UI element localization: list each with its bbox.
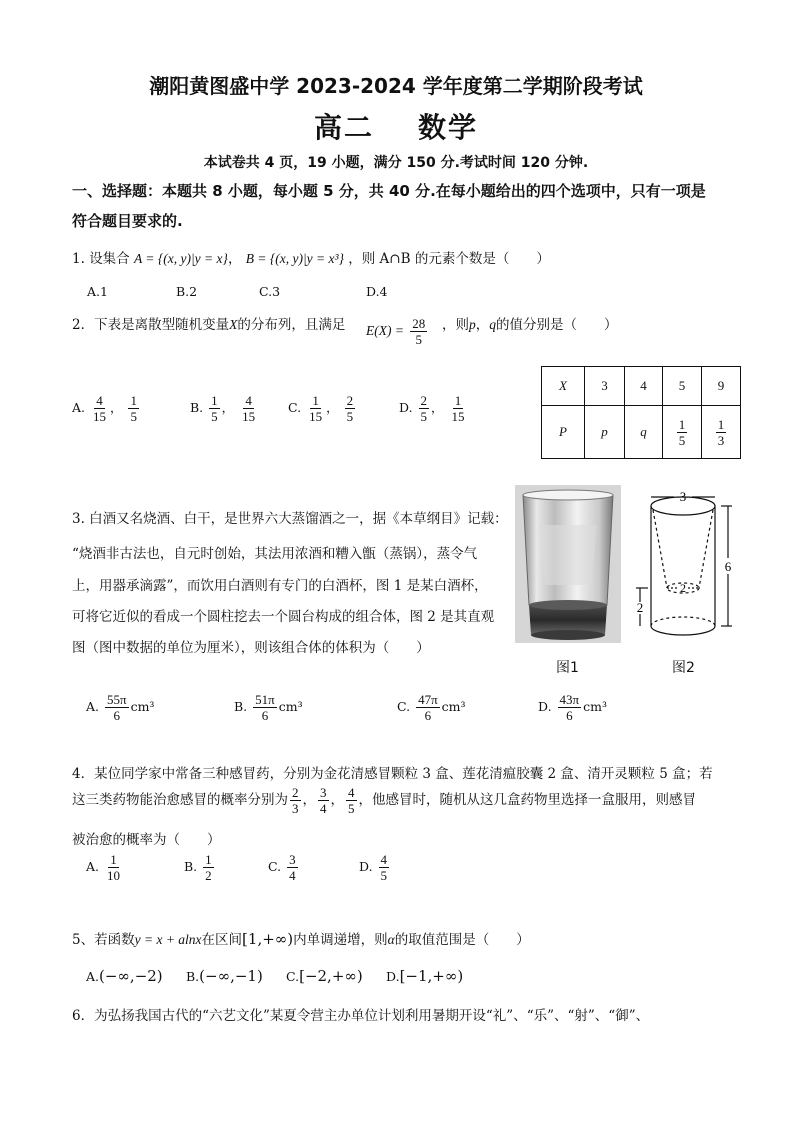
table-f1-den: 5 <box>678 432 686 448</box>
q1-pre: 设集合 <box>89 251 130 267</box>
q2-a-letter: A. <box>72 400 86 415</box>
q4-a-den: 10 <box>107 868 120 883</box>
cylinder-diagram <box>628 488 740 643</box>
q5-alpha: α <box>387 932 395 947</box>
q3-b-letter: B. <box>234 699 248 714</box>
q2-d-num1: 2 <box>420 393 428 408</box>
q2-b-den1: 5 <box>211 409 218 424</box>
q3-d-den: 6 <box>566 708 573 723</box>
q4-c-num: 3 <box>289 852 296 867</box>
q3-a-den: 6 <box>113 708 121 723</box>
table-x-4: 4 <box>625 367 663 406</box>
q2-a-den1: 15 <box>93 409 106 424</box>
table-x-9: 9 <box>702 367 741 406</box>
q2-a-num2: 1 <box>130 393 137 408</box>
q4-b-letter: B. <box>184 859 198 874</box>
q5-d-letter: D. <box>386 969 400 984</box>
q3-b-num: 51π <box>255 692 275 707</box>
subject-label: 数学 <box>418 111 479 144</box>
q2-p: p <box>469 317 476 332</box>
q1-number: 1. <box>72 251 85 267</box>
q5-option-b <box>186 967 263 985</box>
q2-b-num1: 1 <box>211 393 218 408</box>
q2-c-den1: 15 <box>309 409 323 424</box>
q2-d-num2: 1 <box>454 393 462 408</box>
table-head-p: P <box>542 406 585 459</box>
q2-expect-frac <box>410 316 427 347</box>
shot-glass-photo <box>515 485 621 643</box>
figure-2-label: 图2 <box>672 660 695 676</box>
table-x-3: 3 <box>585 367 625 406</box>
q2-c-num1: 1 <box>312 393 319 408</box>
q3-a-num: 55π <box>107 692 127 707</box>
q4-f2-den: 4 <box>320 801 327 816</box>
q3-line-1: 3. 白酒又名烧酒、白干，是世界六大蒸馏酒之一，据《本草纲目》记载： <box>72 511 508 527</box>
figure-1-label: 图1 <box>556 660 579 676</box>
dim-top: 3 <box>679 489 687 504</box>
q1-sep: ， <box>227 251 242 267</box>
q2-expect-num: 28 <box>412 316 426 331</box>
table-q: q <box>625 406 663 459</box>
q3-line-5: 图（图中数据的单位为厘米），则该组合体的体积为（ ） <box>72 640 430 656</box>
q4-b-den: 2 <box>205 868 212 883</box>
table-f2-den: 3 <box>717 432 725 448</box>
table-f1-num: 1 <box>678 416 686 432</box>
q4-line-3: 被治愈的概率为（ ） <box>72 832 221 848</box>
q4-option-d <box>359 852 391 883</box>
q3-option-d <box>538 692 607 723</box>
q2-text4: 的值分别是（ ） <box>496 317 618 333</box>
q1-set-b: B = {(x, y)|y = x³} <box>245 251 344 266</box>
exam-info: 本试卷共 4 页，19 小题，满分 150 分.考试时间 120 分钟. <box>203 155 589 171</box>
q2-a-num1: 4 <box>96 393 103 408</box>
q2-comma: ， <box>475 317 490 333</box>
section-heading-line2: 符合题目要求的. <box>72 212 183 230</box>
q4-f2-num: 3 <box>320 785 327 800</box>
q3-option-b <box>234 692 303 723</box>
q2-tail <box>442 313 618 333</box>
q3-d-unit: cm³ <box>583 699 607 714</box>
q2-c-letter: C. <box>288 400 302 415</box>
dim-height: 6 <box>724 559 732 574</box>
q4-line2-pre: 这三类药物能治愈感冒的概率分别为 <box>72 792 288 808</box>
q3-option-c <box>397 692 466 723</box>
q5-option-d <box>386 967 463 985</box>
q3-b-unit: cm³ <box>278 699 303 714</box>
q2-b-den2: 15 <box>242 409 256 424</box>
q1-post: ，则 A∩B 的元素个数是（ ） <box>348 251 550 267</box>
q4-c-letter: C. <box>268 859 282 874</box>
q2-c-den2: 5 <box>346 409 354 424</box>
table-frac-1 <box>663 406 702 459</box>
q3-a-unit: cm³ <box>130 699 155 714</box>
q2-b-letter: B. <box>190 400 204 415</box>
q5-a-val: (−∞,−2) <box>99 967 163 985</box>
q5-c-val: [−2,+∞) <box>299 967 363 985</box>
q2-b-num2: 4 <box>245 393 252 408</box>
table-frac-2 <box>702 406 741 459</box>
question-5 <box>72 928 530 948</box>
q4-d-num: 4 <box>380 852 388 867</box>
q3-d-letter: D. <box>538 699 552 714</box>
q2-c-num2: 2 <box>346 393 354 408</box>
table-f2-num: 1 <box>717 416 725 432</box>
q2-text3: ，则 <box>442 317 469 333</box>
q4-f1-den: 3 <box>292 801 299 816</box>
q4-d-letter: D. <box>359 859 373 874</box>
q2-option-b: B. $\frac{1}{5}$ ， $\frac{4}{15}$ <box>190 393 256 424</box>
q1-option-a: A.1 <box>87 284 108 299</box>
q3-b-den: 6 <box>261 708 269 723</box>
q2-option-c: C. $\frac{1}{15}$ ， $\frac{2}{5}$ <box>288 393 354 424</box>
q5-a-letter: A. <box>86 969 100 984</box>
q2-option-d: D. $\frac{2}{5}$ ， $\frac{1}{15}$ <box>399 393 465 424</box>
q3-d-num: 43π <box>559 692 580 707</box>
q4-f3-den: 5 <box>348 801 355 816</box>
q3-c-unit: cm³ <box>441 699 466 714</box>
exam-title: 潮阳黄图盛中学 2023-2024 学年度第二学期阶段考试 <box>149 74 643 98</box>
q5-mid2: 内单调递增，则 <box>293 932 388 948</box>
q5-func: y = x + alnx <box>134 932 202 947</box>
grade-label: 高二 <box>313 111 374 144</box>
dim-left: 2 <box>636 600 644 615</box>
section-heading-line1: 一、选择题：本题共 8 小题，每小题 5 分，共 40 分.在每小题给出的四个选项中，只有一项是 <box>72 182 706 200</box>
q4-a-letter: A. <box>86 859 100 874</box>
q3-a-letter: A. <box>86 699 100 714</box>
q1-option-b: B.2 <box>176 284 198 299</box>
q2-var: X <box>229 317 238 332</box>
q5-b-letter: B. <box>186 969 200 984</box>
q2-q: q <box>489 317 496 332</box>
q2-option-a: A. $\frac{4}{15}$ ， $\frac{1}{5}$ <box>72 393 137 424</box>
q2-expect-den: 5 <box>415 332 423 347</box>
q5-c-letter: C. <box>286 969 300 984</box>
q5-b-val: (−∞,−1) <box>199 967 263 985</box>
q5-option-c <box>286 967 363 985</box>
q5-mid: 在区间 <box>201 932 243 948</box>
q4-f1-num: 2 <box>292 785 299 800</box>
question-1 <box>72 247 550 267</box>
q3-c-den: 6 <box>424 708 432 723</box>
q2-expectation <box>366 316 429 347</box>
q5-pre: 5、若函数 <box>72 932 135 948</box>
q4-b-num: 1 <box>205 852 212 867</box>
table-x-5: 5 <box>663 367 702 406</box>
q5-d-val: [−1,+∞) <box>399 967 464 985</box>
q4-option-c <box>268 852 300 883</box>
q4-option-b <box>184 852 216 883</box>
q2-d-letter: D. <box>399 400 413 415</box>
q3-line-4: 可将它近似的看成一个圆柱挖去一个圆台构成的组合体，图 2 是其直观 <box>72 609 495 625</box>
q3-line-3: 上，用器承滴露”，而饮用白酒则有专门的白酒杯，图 1 是某白酒杯， <box>72 578 488 594</box>
q3-c-letter: C. <box>397 699 411 714</box>
q5-interval: [1,+∞) <box>242 930 294 948</box>
dim-bottom: 2 <box>680 581 686 595</box>
q2-a-den2: 5 <box>130 409 137 424</box>
q4-a-num: 1 <box>110 852 117 867</box>
q4-d-den: 5 <box>380 868 388 883</box>
q5-post: 的取值范围是（ ） <box>394 932 530 948</box>
q2-expect-lhs: E(X) = <box>366 323 404 338</box>
distribution-table <box>541 366 741 459</box>
question-2 <box>72 313 345 333</box>
table-head-x: X <box>542 367 585 406</box>
q1-option-d: D.4 <box>366 284 388 299</box>
q4-line2-post: ，他感冒时，随机从这几盒药物里选择一盒服用，则感冒 <box>358 792 696 808</box>
q2-d-den1: 5 <box>420 409 428 424</box>
q3-c-num: 47π <box>418 692 438 707</box>
q1-option-c: C.3 <box>259 284 281 299</box>
q4-option-a <box>86 852 124 883</box>
q3-line-2: “烧酒非古法也，自元时创始，其法用浓酒和糟入甑（蒸锅），蒸令气 <box>72 546 478 562</box>
q4-c-den: 4 <box>289 868 296 883</box>
subject-heading <box>0 106 792 146</box>
q5-option-a <box>86 967 163 985</box>
table-p: p <box>585 406 625 459</box>
q6-line-1: 6．为弘扬我国古代的“六艺文化”某夏令营主办单位计划利用暑期开设“礼”、“乐”、“射”、“御”、 <box>72 1008 650 1024</box>
q2-text2: 的分布列，且满足 <box>237 317 346 333</box>
q2-text: 2．下表是离散型随机变量 <box>72 317 230 333</box>
q4-f3-num: 4 <box>348 785 355 800</box>
q1-set-a: A = {(x, y)|y = x} <box>133 251 228 266</box>
q4-line-1: 4．某位同学家中常备三种感冒药，分别为金花清感冒颗粒 3 盒、莲花清瘟胶囊 2 盒、清开灵颗粒 5 盒；若 <box>72 766 713 782</box>
q3-option-a <box>86 692 154 723</box>
q2-d-den2: 15 <box>451 409 465 424</box>
q4-line-2: 这三类药物能治愈感冒的概率分别为 $\frac{2}{3}$ ， $\frac{3}{4}$ ， $\frac{4}{5}$ ，他感冒时，随机从这几盒药物里选择一盒服用，则感冒 <box>72 785 696 816</box>
